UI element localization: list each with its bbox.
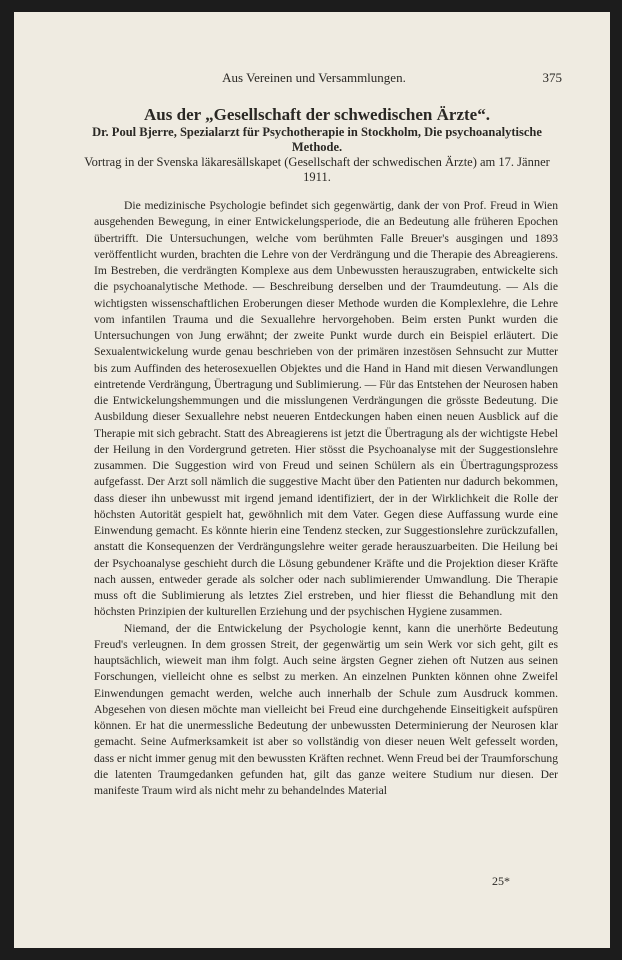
article-heading [84,105,550,185]
signature-mark: 25* [492,874,510,888]
paragraph: Die medizinische Psychologie befindet sich gegenwärtig, dank der von Prof. Freud in Wien ausgehenden Bewegung, in einer Entwickelungsperiode, die an Bedeutung alle früheren Epochen übertrifft. Die Untersuchungen, welche vom berühmten Falle Breuer's ausgingen und 1893 veröffentlicht wurden, brachten die Lehre von der Verdrängung und die Therapie des Abreagierens. Im Bestreben, die verdrängten Komplexe aus dem Unbewussten herauszugraben, entwickelte sich die psychoanalytische Methode. — Beschreibung derselben und der Traumdeutung. — Als die wichtigsten wissenschaftlichen Eroberungen dieser Methode wurden die Komplexlehre, die Lehre vom infantilen Trauma und die Sexuallehre hervorgehoben. Beim ersten Punkt wurden die Untersuchungen von Jung erwähnt; der zweite Punkt wurde durch ein Beispiel erläutert. Die Sexualentwickelung wurde genau beschrieben von der primären inzestösen Sehnsucht zur Mutter bis zum Auffinden des heterosexuellen Objektes und die Hand in Hand mit diesen Verwandlungen eintretende Verdrängung, Übertragung und Sublimierung. — Für das Entstehen der Neurosen haben die Entwickelungshemmungen und die misslungenen Verdrängungen die grösste Bedeutung. Die Ausbildung dieser Sexuallehre nebst neueren Entdeckungen haben einen neuen Ausblick auf die Therapie mit sich gebracht. Statt des Abreagierens ist jetzt die Übertragung als der wichtigste Hebel der Heilung in den Vordergrund getreten. Hier stösst die Psychoanalyse mit der Suggestionslehre zusammen. Die Suggestion wird von Freud und seinen Schülern als ein Übertragungsprozess aufgefasst. Der Arzt soll nämlich die suggestive Macht über den Patienten nur dadurch bekommen, dass dieser ihn unbewusst mit irgend jemand identifiziert, der in der Wirklichkeit die Rolle der höchsten Autorität gespielt hat, gewöhnlich mit dem Vater. Gegen diese Auffassung wurde eine Einwendung gemacht. Es könnte hierin eine Tendenz stecken, zur Suggestionslehre zurückzufallen, anstatt die Konsequenzen der Verdrängungslehre weiter gerade herauszuarbeiten. Die Heilung bei der Psychoanalyse geschieht durch die Lösung gebundener Kräfte und die Projektion dieser Kräfte nach aussen, entweder gerade als solcher oder nach sublimierender Umwandlung. Die Therapie muss oft die Sublimierung als letztes Ziel erstreben, und hier fliesst die Behandlung mit den höchsten Prinzipien der kulturellen Erziehung und der psychischen Hygiene zusammen. [94,199,558,619]
page-header [66,70,562,90]
article-body [94,198,558,799]
book-page [14,12,610,948]
author-line: Dr. Poul Bjerre, Spezialarzt für Psychotherapie in Stockholm, Die psychoanalytische Methode. [92,125,542,154]
article-title: Aus der „Gesellschaft der schwedischen Ärzte“. [144,105,490,124]
lecture-line: Vortrag in der Svenska läkaresällskapet (Gesellschaft der schwedischen Ärzte) am 17. Jänner 1911. [84,155,550,184]
running-head: Aus Vereinen und Versammlungen. [222,70,406,85]
page-number: 375 [542,70,562,85]
paragraph: Niemand, der die Entwickelung der Psychologie kennt, kann die unerhörte Bedeutung Freud's verleugnen. In dem grossen Streit, der gegenwärtig um sein Werk vor sich geht, gilt es hauptsächlich, wieweit man ihm folgt. Auch seine ärgsten Gegner ziehen oft Nutzen aus seinen Forschungen, vielleicht ohne es selbst zu merken. An einzelnen Punkten können ohne Zweifel Einwendungen gemacht werden, welche auch innerhalb der Schule zum Ausdruck kommen. Abgesehen von diesen möchte man vielleicht bei Freud eine durchgehende Einseitigkeit aufspüren können. Er hat die unermessliche Bedeutung der unbewussten Determinierung der Neurosen klar gemacht. Seine Aufmerksamkeit ist aber so vollständig von dieser neuen Welt gefesselt worden, dass er nicht immer genug mit den bewussten Kräften rechnet. Wenn Freud bei der Traumforschung die latenten Traumgedanken gefunden hat, gilt das ganze weitere Studium nur diesen. Der manifeste Traum wird als nicht mehr zu behandelndes Material [94,621,558,797]
